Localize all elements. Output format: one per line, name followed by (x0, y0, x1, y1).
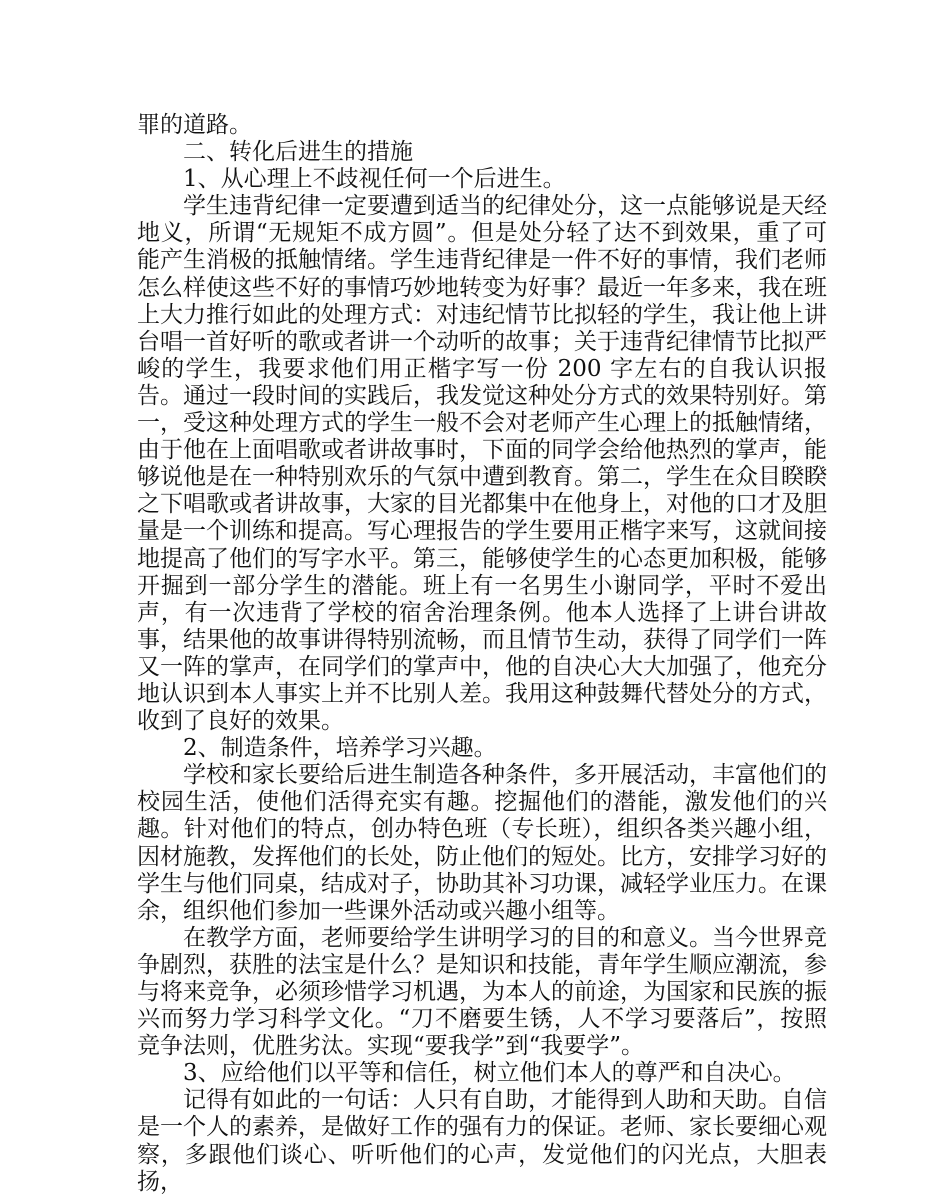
sub-heading-3: 3、应给他们以平等和信任，树立他们本人的尊严和自决心。 (183, 1060, 796, 1087)
paragraph-teaching: 在教学方面，老师要给学生讲明学习的目的和意义。当今世界竞争剧烈，获胜的法宝是什么？是知识和技能，青年学生顺应潮流，参与将来竞争，必须珍惜学习机遇，为本人的前途，为国家和民族的振兴而努力学习科学文化。“刀不磨要生锈，人不学习要落后”，按照竞争法则，优胜劣汰。实现“要我学”到“我要学”。 (137, 924, 827, 1060)
paragraph-conditions: 学校和家长要给后进生制造各种条件，多开展活动，丰富他们的校园生活，使他们活得充实有趣。挖掘他们的潜能，激发他们的兴趣。针对他们的特点，创办特色班（专长班），组织各类兴趣小组，因材施教，发挥他们的长处，防止他们的短处。比方，安排学习好的学生与他们同桌，结成对子，协助其补习功课，减轻学业压力。在课余，组织他们参加一些课外活动或兴趣小组等。 (137, 762, 827, 924)
section-heading: 二、转化后进生的措施 (183, 139, 413, 166)
paragraph-discipline: 学生违背纪律一定要遭到适当的纪律处分，这一点能够说是天经地义，所谓“无规矩不成方圆”。但是处分轻了达不到效果，重了可能产生消极的抵触情绪。学生违背纪律是一件不好的事情，我们老师怎么样使这些不好的事情巧妙地转变为好事？最近一年多来，我在班上大力推行如此的处理方式：对违纪情节比拟轻的学生，我让他上讲台唱一首好听的歌或者讲一个动听的故事；关于违背纪律情节比拟严峻的学生，我要求他们用正楷字写一份 200 字左右的自我认识报告。通过一段时间的实践后，我发觉这种处分方式的效果特别好。第一，受这种处理方式的学生一般不会对老师产生心理上的抵触情绪，由于他在上面唱歌或者讲故事时，下面的同学会给他热烈的掌声，能够说他是在一种特别欢乐的气氛中遭到教育。第二，学生在众目睽睽之下唱歌或者讲故事，大家的目光都集中在他身上，对他的口才及胆量是一个训练和提高。写心理报告的学生要用正楷字来写，这就间接地提高了他们的写字水平。第三，能够使学生的心态更加积极，能够开掘到一部分学生的潜能。班上有一名男生小谢同学，平时不爱出声，有一次违背了学校的宿舍治理条例。他本人选择了上讲台讲故事，结果他的故事讲得特别流畅，而且情节生动，获得了同学们一阵又一阵的掌声，在同学们的掌声中，他的自决心大大加强了，他充分地认识到本人事实上并不比别人差。我用这种鼓舞代替处分的方式，收到了良好的效果。 (137, 193, 827, 735)
sub-heading-1: 1、从心理上不歧视任何一个后进生。 (183, 166, 566, 193)
document-body (137, 112, 827, 1196)
paragraph-continued: 罪的道路。 (137, 112, 252, 138)
sub-heading-2: 2、制造条件，培养学习兴趣。 (183, 735, 497, 762)
paragraph-confidence: 记得有如此的一句话：人只有自助，才能得到人助和天助。自信是一个人的素养，是做好工作的强有力的保证。老师、家长要细心观察，多跟他们谈心、听听他们的心声，发觉他们的闪光点，大胆表扬， (137, 1087, 827, 1195)
